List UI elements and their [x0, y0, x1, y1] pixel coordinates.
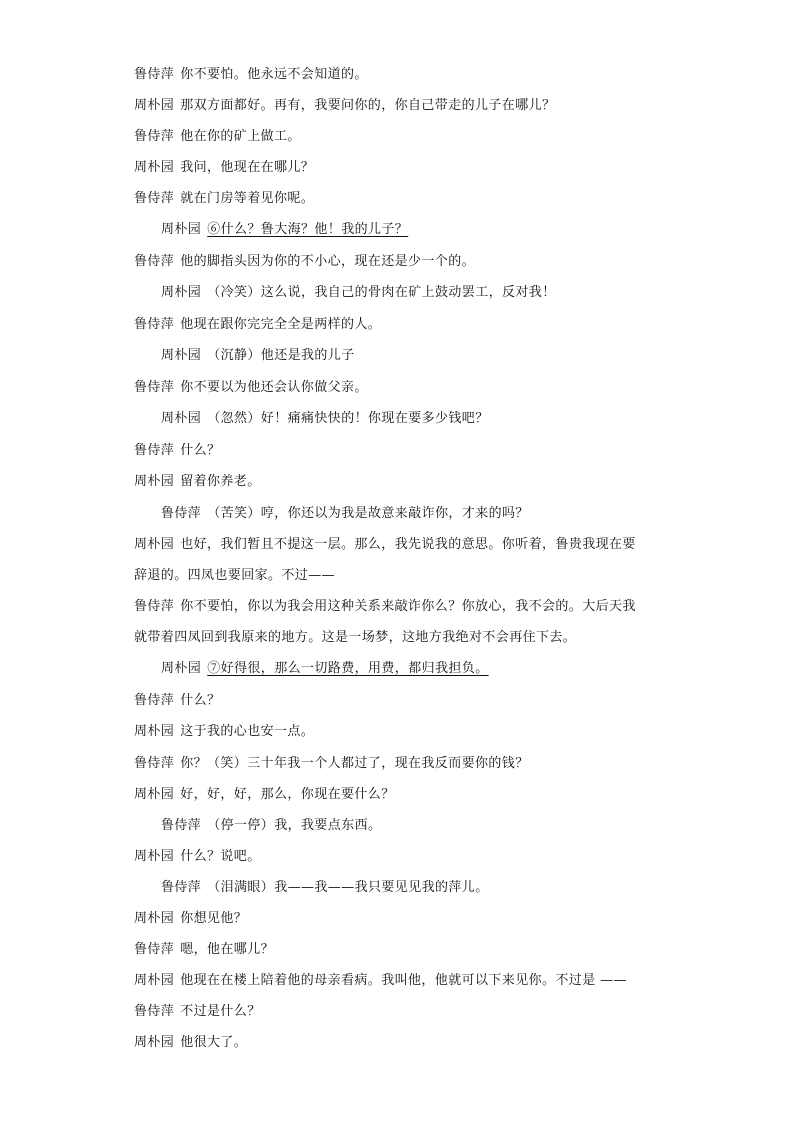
dialogue-line — [134, 1035, 247, 1051]
speaker-name: 周朴园 — [134, 973, 175, 988]
dialogue-continuation — [134, 630, 576, 646]
dialogue-text: 你不要以为他还会认你做父亲。 — [180, 380, 368, 395]
speaker-name: 鲁侍萍 — [134, 380, 175, 395]
dialogue-line — [161, 222, 408, 238]
dialogue-line — [161, 506, 529, 522]
speaker-name: 周朴园 — [134, 537, 175, 552]
dialogue-line — [134, 317, 381, 333]
speaker-name: 鲁侍萍 — [134, 599, 175, 614]
dialogue-line — [134, 443, 220, 459]
dialogue-text: （忽然）好！痛痛快快的！你现在要多少钱吧？ — [207, 411, 489, 426]
dialogue-text: 你想见他？ — [180, 911, 248, 926]
speaker-name: 鲁侍萍 — [134, 129, 175, 144]
dialogue-line — [134, 942, 274, 958]
speaker-name: 周朴园 — [134, 849, 175, 864]
speaker-name: 周朴园 — [161, 348, 202, 363]
speaker-name: 周朴园 — [161, 222, 202, 237]
dialogue-line — [134, 756, 529, 772]
dialogue-line — [161, 818, 381, 834]
dialogue-line — [161, 661, 489, 677]
dialogue-line — [161, 348, 355, 364]
dialogue-line — [134, 849, 261, 865]
dialogue-text: 嗯，他在哪儿？ — [180, 942, 275, 957]
dialogue-line — [134, 599, 636, 615]
dialogue-text: 什么？说吧。 — [180, 849, 261, 864]
speaker-name: 周朴园 — [161, 285, 202, 300]
dialogue-text: 什么？ — [180, 443, 221, 458]
dialogue-line — [134, 724, 314, 740]
dialogue-line — [134, 1004, 261, 1020]
speaker-name: 周朴园 — [134, 1035, 175, 1050]
speaker-name: 周朴园 — [134, 98, 175, 113]
dialogue-text: 他在你的矿上做工。 — [180, 129, 301, 144]
speaker-name: 鲁侍萍 — [161, 506, 202, 521]
dialogue-continuation — [134, 568, 335, 584]
dialogue-text: 他很大了。 — [180, 1035, 248, 1050]
dialogue-text: 你不要怕。他永远不会知道的。 — [180, 67, 368, 82]
dialogue-line — [134, 693, 220, 709]
speaker-name: 鲁侍萍 — [134, 1004, 175, 1019]
dialogue-text: 你不要怕，你以为我会用这种关系来敲诈你么？你放心，我不会的。大后天我 — [180, 599, 636, 614]
dialogue-line — [134, 160, 314, 176]
speaker-name: 鲁侍萍 — [134, 756, 175, 771]
dialogue-text: 就带着四凤回到我原来的地方。这是一场梦，这地方我绝对不会再住下去。 — [134, 630, 577, 645]
dialogue-text: 辞退的。四凤也要回家。不过—— — [134, 568, 336, 583]
dialogue-text: （泪满眼）我——我——我只要见见我的萍儿。 — [207, 880, 489, 895]
speaker-name: 周朴园 — [161, 661, 202, 676]
dialogue-line — [134, 98, 555, 114]
dialogue-line — [161, 880, 489, 896]
dialogue-text: 就在门房等着见你呢。 — [180, 191, 315, 206]
speaker-name: 鲁侍萍 — [161, 880, 202, 895]
dialogue-text: （沉静）他还是我的儿子 — [207, 348, 355, 363]
dialogue-text: （停一停）我，我要点东西。 — [207, 818, 382, 833]
underlined-dialogue-text: ⑦好得很，那么一切路费，用费，都归我担负。 — [207, 661, 489, 676]
underlined-dialogue-text: ⑥什么？鲁大海？他！我的儿子？ — [207, 222, 409, 237]
speaker-name: 鲁侍萍 — [134, 443, 175, 458]
dialogue-text: （苦笑）哼，你还以为我是故意来敲诈你，才来的吗？ — [207, 506, 529, 521]
dialogue-line — [134, 380, 368, 396]
dialogue-line — [134, 474, 261, 490]
speaker-name: 鲁侍萍 — [161, 818, 202, 833]
dialogue-text: 什么？ — [180, 693, 221, 708]
dialogue-text: 也好，我们暂且不提这一层。那么，我先说我的意思。你听着，鲁贵我现在要 — [180, 537, 636, 552]
dialogue-line — [134, 129, 301, 145]
speaker-name: 鲁侍萍 — [134, 317, 175, 332]
speaker-name: 周朴园 — [134, 787, 175, 802]
speaker-name: 鲁侍萍 — [134, 67, 175, 82]
dialogue-text: 他的脚指头因为你的不小心，现在还是少一个的。 — [180, 254, 476, 269]
speaker-name: 鲁侍萍 — [134, 254, 175, 269]
dialogue-line — [134, 254, 475, 270]
dialogue-line — [134, 191, 314, 207]
dialogue-text: 他现在在楼上陪着他的母亲看病。我叫他，他就可以下来见你。不过是 —— — [180, 973, 627, 988]
dialogue-text: 好，好，好，那么，你现在要什么？ — [180, 787, 395, 802]
dialogue-line — [134, 911, 247, 927]
dialogue-text: 不过是什么？ — [180, 1004, 261, 1019]
dialogue-text: （冷笑）这么说，我自己的骨肉在矿上鼓动罢工，反对我！ — [207, 285, 556, 300]
speaker-name: 周朴园 — [134, 474, 175, 489]
dialogue-text: 这于我的心也安一点。 — [180, 724, 315, 739]
speaker-name: 鲁侍萍 — [134, 693, 175, 708]
dialogue-line — [134, 787, 395, 803]
dialogue-line — [134, 537, 636, 553]
speaker-name: 周朴园 — [134, 160, 175, 175]
dialogue-line — [161, 285, 556, 301]
dialogue-text: 你？（笑）三十年我一个人都过了，现在我反而要你的钱？ — [180, 756, 529, 771]
dialogue-line — [161, 411, 489, 427]
speaker-name: 鲁侍萍 — [134, 942, 175, 957]
dialogue-text: 他现在跟你完完全全是两样的人。 — [180, 317, 382, 332]
dialogue-line — [134, 67, 368, 83]
dialogue-text: 留着你养老。 — [180, 474, 261, 489]
dialogue-line — [134, 973, 627, 989]
speaker-name: 周朴园 — [161, 411, 202, 426]
speaker-name: 周朴园 — [134, 911, 175, 926]
speaker-name: 周朴园 — [134, 724, 175, 739]
dialogue-text: 那双方面都好。再有，我要问你的，你自己带走的儿子在哪儿？ — [180, 98, 556, 113]
speaker-name: 鲁侍萍 — [134, 191, 175, 206]
dialogue-text: 我问，他现在在哪儿？ — [180, 160, 315, 175]
